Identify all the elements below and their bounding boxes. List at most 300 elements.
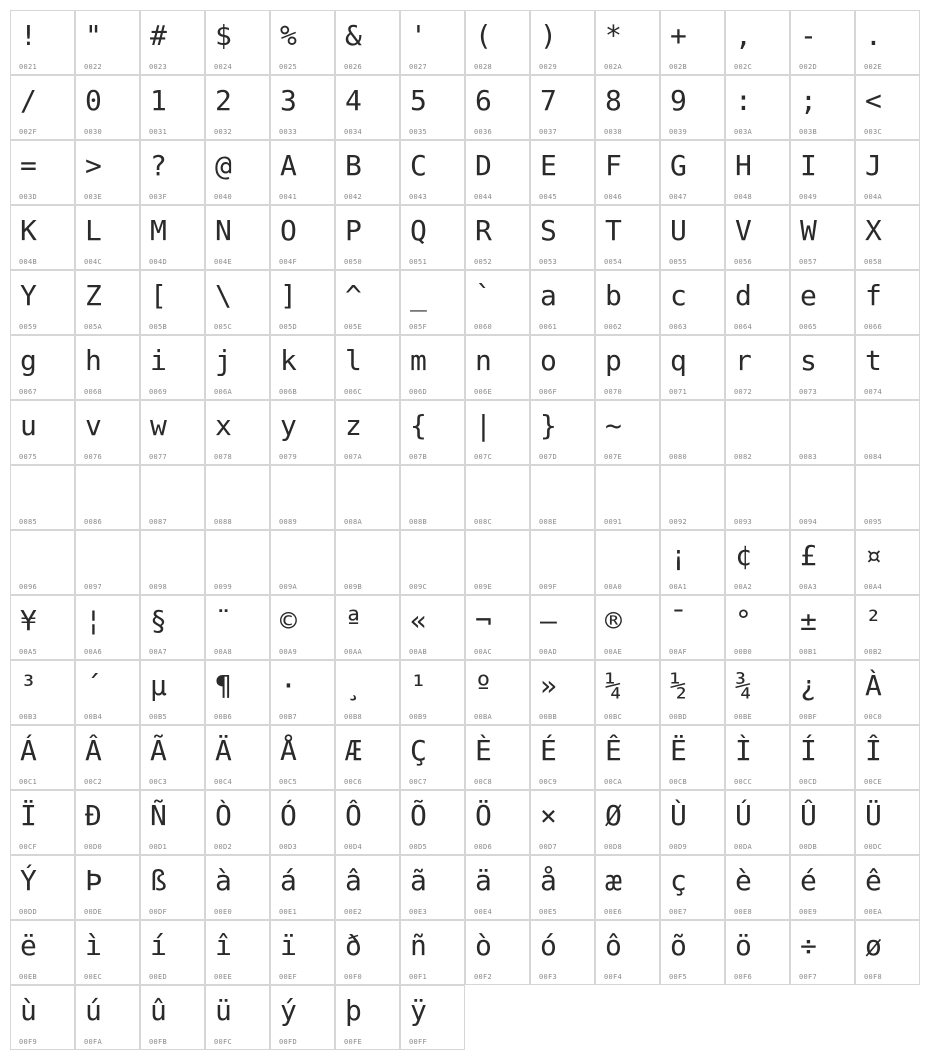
glyph-char: ¯ xyxy=(670,604,687,637)
glyph-codepoint: 003C xyxy=(864,128,883,136)
glyph-codepoint: 00BC xyxy=(604,713,623,721)
glyph-char: Ö xyxy=(475,799,492,832)
glyph-codepoint: 005D xyxy=(279,323,298,331)
glyph-cell xyxy=(335,465,400,530)
glyph-char: 9 xyxy=(670,84,687,117)
glyph-codepoint: 0032 xyxy=(214,128,233,136)
glyph-codepoint: 006B xyxy=(279,388,298,396)
glyph-char: Ê xyxy=(605,734,622,767)
glyph-codepoint: 0037 xyxy=(539,128,558,136)
glyph-codepoint: 00E4 xyxy=(474,908,493,916)
glyph-char: » xyxy=(540,669,557,702)
glyph-cell xyxy=(725,530,790,595)
glyph-codepoint: 0076 xyxy=(84,453,103,461)
glyph-cell xyxy=(400,465,465,530)
glyph-char: ? xyxy=(150,149,167,182)
glyph-cell xyxy=(725,75,790,140)
glyph-char: Ó xyxy=(280,799,297,832)
glyph-codepoint: 0050 xyxy=(344,258,363,266)
glyph-codepoint: 005A xyxy=(84,323,103,331)
glyph-codepoint: 00DE xyxy=(84,908,103,916)
glyph-char: Æ xyxy=(345,734,362,767)
glyph-cell xyxy=(205,205,270,270)
glyph-codepoint: 00E5 xyxy=(539,908,558,916)
glyph-cell xyxy=(790,400,855,465)
glyph-cell xyxy=(140,335,205,400)
glyph-cell xyxy=(465,205,530,270)
glyph-codepoint: 00D5 xyxy=(409,843,428,851)
glyph-char: s xyxy=(800,344,817,377)
glyph-codepoint: 0030 xyxy=(84,128,103,136)
glyph-char: P xyxy=(345,214,362,247)
glyph-codepoint: 0047 xyxy=(669,193,688,201)
glyph-cell xyxy=(205,400,270,465)
glyph-codepoint: 00FB xyxy=(149,1038,168,1046)
glyph-codepoint: 00CC xyxy=(734,778,753,786)
glyph-char: ; xyxy=(800,84,817,117)
glyph-codepoint: 0089 xyxy=(279,518,298,526)
glyph-char: Í xyxy=(800,734,817,767)
glyph-codepoint: 00FF xyxy=(409,1038,428,1046)
glyph-char: # xyxy=(150,19,167,52)
glyph-cell xyxy=(335,10,400,75)
glyph-char: Ï xyxy=(20,799,37,832)
glyph-char: Ð xyxy=(85,799,102,832)
glyph-cell xyxy=(140,855,205,920)
glyph-cell xyxy=(465,400,530,465)
glyph-char: , xyxy=(735,19,752,52)
glyph-char: e xyxy=(800,279,817,312)
glyph-cell xyxy=(660,660,725,725)
glyph-cell xyxy=(270,270,335,335)
glyph-char: K xyxy=(20,214,37,247)
glyph-codepoint: 009B xyxy=(344,583,363,591)
glyph-cell xyxy=(205,10,270,75)
glyph-cell xyxy=(595,270,660,335)
glyph-cell xyxy=(400,205,465,270)
glyph-char: b xyxy=(605,279,622,312)
glyph-char: å xyxy=(540,864,557,897)
glyph-codepoint: 0021 xyxy=(19,63,38,71)
glyph-codepoint: 0094 xyxy=(799,518,818,526)
glyph-char: w xyxy=(150,409,167,442)
glyph-cell xyxy=(465,790,530,855)
glyph-cell xyxy=(855,855,920,920)
glyph-cell xyxy=(270,725,335,790)
glyph-char: ' xyxy=(410,19,427,52)
glyph-cell xyxy=(75,205,140,270)
glyph-cell xyxy=(660,75,725,140)
glyph-codepoint: 00E3 xyxy=(409,908,428,916)
glyph-cell xyxy=(725,595,790,660)
glyph-char: ø xyxy=(865,929,882,962)
glyph-char: ´ xyxy=(85,669,102,702)
glyph-char: ú xyxy=(85,994,102,1027)
glyph-char: c xyxy=(670,279,687,312)
glyph-cell xyxy=(725,920,790,985)
glyph-cell xyxy=(530,10,595,75)
glyph-cell xyxy=(140,530,205,595)
glyph-codepoint: 0099 xyxy=(214,583,233,591)
glyph-char: 1 xyxy=(150,84,167,117)
glyph-char: Ü xyxy=(865,799,882,832)
glyph-char: í xyxy=(150,929,167,962)
glyph-cell xyxy=(10,920,75,985)
glyph-cell xyxy=(465,465,530,530)
glyph-char: Õ xyxy=(410,799,427,832)
glyph-codepoint: 003F xyxy=(149,193,168,201)
glyph-codepoint: 005C xyxy=(214,323,233,331)
glyph-cell xyxy=(335,335,400,400)
glyph-cell xyxy=(10,790,75,855)
glyph-codepoint: 00C8 xyxy=(474,778,493,786)
glyph-char: ó xyxy=(540,929,557,962)
glyph-codepoint: 00E1 xyxy=(279,908,298,916)
glyph-cell xyxy=(790,465,855,530)
glyph-char: . xyxy=(865,19,882,52)
glyph-codepoint: 00B5 xyxy=(149,713,168,721)
glyph-codepoint: 00A4 xyxy=(864,583,883,591)
glyph-char: Z xyxy=(85,279,102,312)
glyph-codepoint: 00FC xyxy=(214,1038,233,1046)
glyph-codepoint: 00DF xyxy=(149,908,168,916)
glyph-codepoint: 0083 xyxy=(799,453,818,461)
glyph-codepoint: 00F2 xyxy=(474,973,493,981)
glyph-char: T xyxy=(605,214,622,247)
glyph-codepoint: 0092 xyxy=(669,518,688,526)
glyph-cell xyxy=(140,400,205,465)
glyph-cell xyxy=(10,725,75,790)
glyph-cell xyxy=(725,660,790,725)
glyph-char: < xyxy=(865,84,882,117)
glyph-cell xyxy=(400,530,465,595)
glyph-cell xyxy=(75,725,140,790)
glyph-char: ü xyxy=(215,994,232,1027)
glyph-cell xyxy=(335,790,400,855)
glyph-char: z xyxy=(345,409,362,442)
glyph-cell xyxy=(140,10,205,75)
glyph-codepoint: 00C9 xyxy=(539,778,558,786)
glyph-codepoint: 005F xyxy=(409,323,428,331)
glyph-codepoint: 0060 xyxy=(474,323,493,331)
glyph-char: É xyxy=(540,734,557,767)
glyph-codepoint: 00DB xyxy=(799,843,818,851)
glyph-codepoint: 004E xyxy=(214,258,233,266)
glyph-char: r xyxy=(735,344,752,377)
glyph-cell xyxy=(660,10,725,75)
glyph-codepoint: 0045 xyxy=(539,193,558,201)
glyph-char: L xyxy=(85,214,102,247)
glyph-codepoint: 0061 xyxy=(539,323,558,331)
glyph-cell xyxy=(595,660,660,725)
glyph-char: ý xyxy=(280,994,297,1027)
glyph-cell xyxy=(790,595,855,660)
glyph-codepoint: 0080 xyxy=(669,453,688,461)
glyph-codepoint: 0024 xyxy=(214,63,233,71)
glyph-codepoint: 00A8 xyxy=(214,648,233,656)
glyph-codepoint: 0087 xyxy=(149,518,168,526)
glyph-codepoint: 0033 xyxy=(279,128,298,136)
glyph-codepoint: 00B1 xyxy=(799,648,818,656)
glyph-char: á xyxy=(280,864,297,897)
glyph-cell xyxy=(205,335,270,400)
glyph-cell xyxy=(205,270,270,335)
glyph-cell xyxy=(855,725,920,790)
glyph-codepoint: 0054 xyxy=(604,258,623,266)
glyph-char: / xyxy=(20,84,37,117)
glyph-char: $ xyxy=(215,19,232,52)
glyph-char: a xyxy=(540,279,557,312)
glyph-char: ö xyxy=(735,929,752,962)
glyph-cell xyxy=(790,335,855,400)
glyph-codepoint: 0095 xyxy=(864,518,883,526)
glyph-codepoint: 0085 xyxy=(19,518,38,526)
glyph-codepoint: 00AA xyxy=(344,648,363,656)
glyph-codepoint: 0039 xyxy=(669,128,688,136)
glyph-codepoint: 007E xyxy=(604,453,623,461)
glyph-codepoint: 0023 xyxy=(149,63,168,71)
glyph-cell xyxy=(75,920,140,985)
glyph-cell xyxy=(400,270,465,335)
glyph-char: æ xyxy=(605,864,622,897)
glyph-cell xyxy=(855,400,920,465)
glyph-codepoint: 00D4 xyxy=(344,843,363,851)
glyph-cell xyxy=(790,270,855,335)
glyph-codepoint: 009F xyxy=(539,583,558,591)
glyph-codepoint: 00B9 xyxy=(409,713,428,721)
glyph-codepoint: 00EC xyxy=(84,973,103,981)
glyph-codepoint: 0075 xyxy=(19,453,38,461)
glyph-char: ¤ xyxy=(865,539,882,572)
glyph-cell xyxy=(205,985,270,1050)
glyph-codepoint: 0084 xyxy=(864,453,883,461)
glyph-char: o xyxy=(540,344,557,377)
glyph-cell xyxy=(465,270,530,335)
glyph-codepoint: 0063 xyxy=(669,323,688,331)
glyph-char: > xyxy=(85,149,102,182)
glyph-cell xyxy=(140,595,205,660)
glyph-char: Ë xyxy=(670,734,687,767)
glyph-codepoint: 00A6 xyxy=(84,648,103,656)
glyph-cell xyxy=(270,400,335,465)
glyph-cell xyxy=(140,985,205,1050)
glyph-char: Q xyxy=(410,214,427,247)
glyph-char: ÿ xyxy=(410,994,427,1027)
glyph-cell xyxy=(270,465,335,530)
glyph-cell xyxy=(530,140,595,205)
glyph-cell xyxy=(660,595,725,660)
glyph-char: Ú xyxy=(735,799,752,832)
glyph-char: | xyxy=(475,409,492,442)
glyph-char: ^ xyxy=(345,279,362,312)
glyph-char: ± xyxy=(800,604,817,637)
glyph-codepoint: 005E xyxy=(344,323,363,331)
glyph-codepoint: 00CE xyxy=(864,778,883,786)
glyph-char: j xyxy=(215,344,232,377)
glyph-codepoint: 0036 xyxy=(474,128,493,136)
glyph-cell xyxy=(205,920,270,985)
glyph-codepoint: 00EF xyxy=(279,973,298,981)
glyph-cell xyxy=(790,920,855,985)
glyph-codepoint: 002A xyxy=(604,63,623,71)
glyph-cell xyxy=(270,855,335,920)
glyph-codepoint: 00F9 xyxy=(19,1038,38,1046)
glyph-codepoint: 00D0 xyxy=(84,843,103,851)
glyph-char: § xyxy=(150,604,167,637)
glyph-char: Ä xyxy=(215,734,232,767)
glyph-cell xyxy=(595,465,660,530)
glyph-codepoint: 0035 xyxy=(409,128,428,136)
glyph-char: Ý xyxy=(20,864,37,897)
glyph-codepoint: 00BF xyxy=(799,713,818,721)
glyph-codepoint: 007D xyxy=(539,453,558,461)
glyph-codepoint: 0044 xyxy=(474,193,493,201)
glyph-char: ¶ xyxy=(215,669,232,702)
glyph-codepoint: 008B xyxy=(409,518,428,526)
glyph-cell xyxy=(335,270,400,335)
glyph-cell xyxy=(725,10,790,75)
glyph-cell xyxy=(465,855,530,920)
glyph-cell xyxy=(595,790,660,855)
glyph-char: © xyxy=(280,604,297,637)
glyph-cell xyxy=(270,920,335,985)
glyph-codepoint: 00CB xyxy=(669,778,688,786)
glyph-cell xyxy=(75,335,140,400)
glyph-char: ù xyxy=(20,994,37,1027)
glyph-char: ¥ xyxy=(20,604,37,637)
glyph-char: x xyxy=(215,409,232,442)
glyph-cell xyxy=(530,660,595,725)
glyph-char: ® xyxy=(605,604,622,637)
glyph-codepoint: 00B8 xyxy=(344,713,363,721)
glyph-char: 5 xyxy=(410,84,427,117)
glyph-codepoint: 008A xyxy=(344,518,363,526)
glyph-codepoint: 00E0 xyxy=(214,908,233,916)
glyph-char: Þ xyxy=(85,864,102,897)
glyph-cell xyxy=(75,660,140,725)
glyph-char: ¢ xyxy=(735,539,752,572)
glyph-codepoint: 0079 xyxy=(279,453,298,461)
glyph-codepoint: 0093 xyxy=(734,518,753,526)
glyph-cell xyxy=(10,335,75,400)
glyph-cell xyxy=(75,400,140,465)
glyph-cell xyxy=(855,595,920,660)
glyph-cell xyxy=(790,530,855,595)
glyph-codepoint: 00FE xyxy=(344,1038,363,1046)
glyph-cell xyxy=(660,140,725,205)
glyph-codepoint: 00B6 xyxy=(214,713,233,721)
glyph-char: \ xyxy=(215,279,232,312)
glyph-codepoint: 002C xyxy=(734,63,753,71)
glyph-char: ! xyxy=(20,19,37,52)
glyph-char: X xyxy=(865,214,882,247)
glyph-char: + xyxy=(670,19,687,52)
glyph-cell xyxy=(595,75,660,140)
glyph-char: h xyxy=(85,344,102,377)
glyph-cell xyxy=(205,75,270,140)
glyph-codepoint: 0053 xyxy=(539,258,558,266)
glyph-char: ) xyxy=(540,19,557,52)
glyph-char: þ xyxy=(345,994,362,1027)
glyph-char: H xyxy=(735,149,752,182)
glyph-codepoint: 00DA xyxy=(734,843,753,851)
glyph-char: ê xyxy=(865,864,882,897)
glyph-codepoint: 004C xyxy=(84,258,103,266)
glyph-cell xyxy=(855,920,920,985)
glyph-codepoint: 006C xyxy=(344,388,363,396)
glyph-char: G xyxy=(670,149,687,182)
glyph-codepoint: 0077 xyxy=(149,453,168,461)
glyph-char: } xyxy=(540,409,557,442)
glyph-cell xyxy=(725,465,790,530)
glyph-char: 4 xyxy=(345,84,362,117)
glyph-codepoint: 00A1 xyxy=(669,583,688,591)
glyph-codepoint: 0074 xyxy=(864,388,883,396)
glyph-codepoint: 0097 xyxy=(84,583,103,591)
glyph-char: ¾ xyxy=(735,669,752,702)
glyph-cell xyxy=(790,855,855,920)
glyph-cell xyxy=(855,790,920,855)
glyph-codepoint: 0026 xyxy=(344,63,363,71)
glyph-cell xyxy=(595,335,660,400)
glyph-char: 2 xyxy=(215,84,232,117)
glyph-cell xyxy=(660,205,725,270)
glyph-cell xyxy=(140,920,205,985)
glyph-codepoint: 00D6 xyxy=(474,843,493,851)
glyph-char: ß xyxy=(150,864,167,897)
glyph-cell xyxy=(725,725,790,790)
glyph-codepoint: 00A2 xyxy=(734,583,753,591)
glyph-codepoint: 004B xyxy=(19,258,38,266)
glyph-char: M xyxy=(150,214,167,247)
glyph-char: U xyxy=(670,214,687,247)
glyph-cell xyxy=(10,75,75,140)
glyph-cell xyxy=(270,335,335,400)
glyph-cell xyxy=(75,595,140,660)
glyph-cell xyxy=(270,75,335,140)
glyph-cell xyxy=(725,270,790,335)
glyph-char: è xyxy=(735,864,752,897)
glyph-char: q xyxy=(670,344,687,377)
glyph-char: Ù xyxy=(670,799,687,832)
glyph-codepoint: 00D1 xyxy=(149,843,168,851)
glyph-codepoint: 004A xyxy=(864,193,883,201)
glyph-codepoint: 004F xyxy=(279,258,298,266)
glyph-cell xyxy=(595,400,660,465)
glyph-codepoint: 00AE xyxy=(604,648,623,656)
glyph-cell xyxy=(10,465,75,530)
glyph-codepoint: 006A xyxy=(214,388,233,396)
glyph-codepoint: 006F xyxy=(539,388,558,396)
glyph-codepoint: 0082 xyxy=(734,453,753,461)
glyph-char: ¡ xyxy=(670,539,687,572)
glyph-cell xyxy=(530,205,595,270)
glyph-cell xyxy=(335,855,400,920)
glyph-cell xyxy=(400,985,465,1050)
glyph-cell xyxy=(660,335,725,400)
glyph-codepoint: 00B0 xyxy=(734,648,753,656)
glyph-cell xyxy=(530,595,595,660)
glyph-cell xyxy=(595,595,660,660)
glyph-cell xyxy=(270,10,335,75)
glyph-cell xyxy=(790,660,855,725)
glyph-cell xyxy=(10,205,75,270)
glyph-codepoint: 00B7 xyxy=(279,713,298,721)
glyph-codepoint: 00B3 xyxy=(19,713,38,721)
glyph-char: Û xyxy=(800,799,817,832)
glyph-cell xyxy=(790,790,855,855)
glyph-cell xyxy=(660,270,725,335)
